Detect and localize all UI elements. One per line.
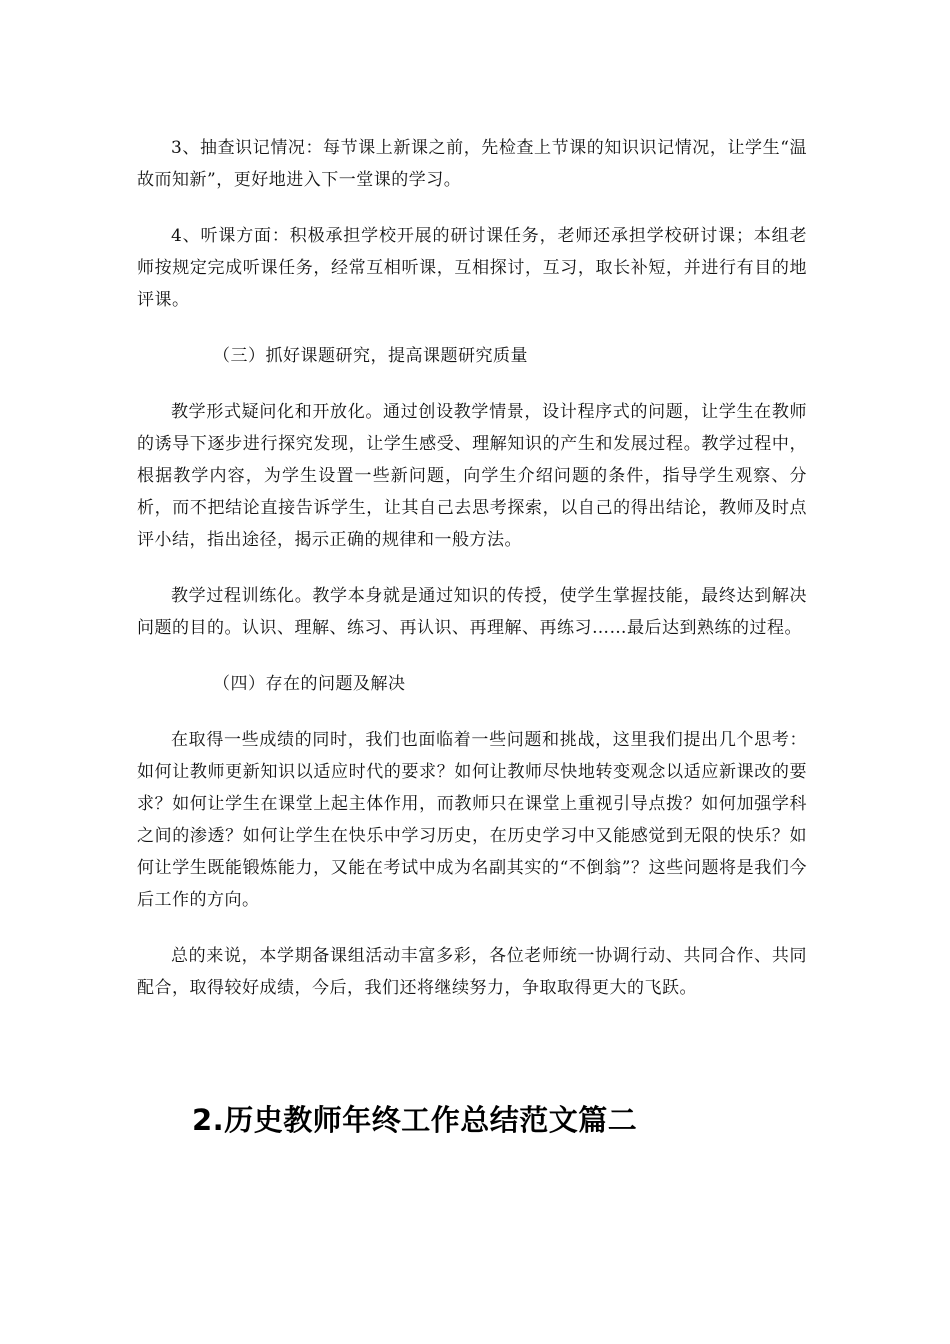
paragraph-check-memorization: 3、抽查识记情况：每节课上新课之前，先检查上节课的知识识记情况，让学生“温故而知新”，更好地进入下一堂课的学习。: [137, 138, 807, 190]
section-title: 2.历史教师年终工作总结范文篇二: [192, 1103, 638, 1137]
paragraph-training-process: 教学过程训练化。教学本身就是通过知识的传授，使学生掌握技能，最终达到解决问题的目的。认识、理解、练习、再认识、再理解、再练习……最后达到熟练的过程。: [137, 586, 807, 638]
document-body: [137, 132, 807, 1028]
paragraph-lesson-observation: 4、听课方面：积极承担学校开展的研讨课任务，老师还承担学校研讨课；本组老师按规定完成听课任务，经常互相听课，互相探讨，互习，取长补短，并进行有目的地评课。: [137, 226, 807, 310]
subheading-research: （三）抓好课题研究，提高课题研究质量: [213, 346, 528, 366]
paragraph-conclusion: 总的来说，本学期备课组活动丰富多彩，各位老师统一协调行动、共同合作、共同配合，取得较好成绩，今后，我们还将继续努力，争取取得更大的飞跃。: [137, 946, 807, 998]
paragraph-inquiry-teaching: 教学形式疑问化和开放化。通过创设教学情景，设计程序式的问题，让学生在教师的诱导下逐步进行探究发现，让学生感受、理解知识的产生和发展过程。教学过程中，根据教学内容，为学生设置一些新问题，向学生介绍问题的条件，指导学生观察、分析，而不把结论直接告诉学生，让其自己去思考探索，以自己的得出结论，教师及时点评小结，指出途径，揭示正确的规律和一般方法。: [137, 402, 807, 550]
paragraph-challenges: 在取得一些成绩的同时，我们也面临着一些问题和挑战，这里我们提出几个思考：如何让教师更新知识以适应时代的要求？如何让教师尽快地转变观念以适应新课改的要求？如何让学生在课堂上起主体作用，而教师只在课堂上重视引导点拨？如何加强学科之间的渗透？如何让学生在快乐中学习历史，在历史学习中又能感觉到无限的快乐？如何让学生既能锻炼能力，又能在考试中成为名副其实的“不倒翁”？这些问题将是我们今后工作的方向。: [137, 730, 807, 910]
subheading-problems: （四）存在的问题及解决: [213, 674, 406, 694]
